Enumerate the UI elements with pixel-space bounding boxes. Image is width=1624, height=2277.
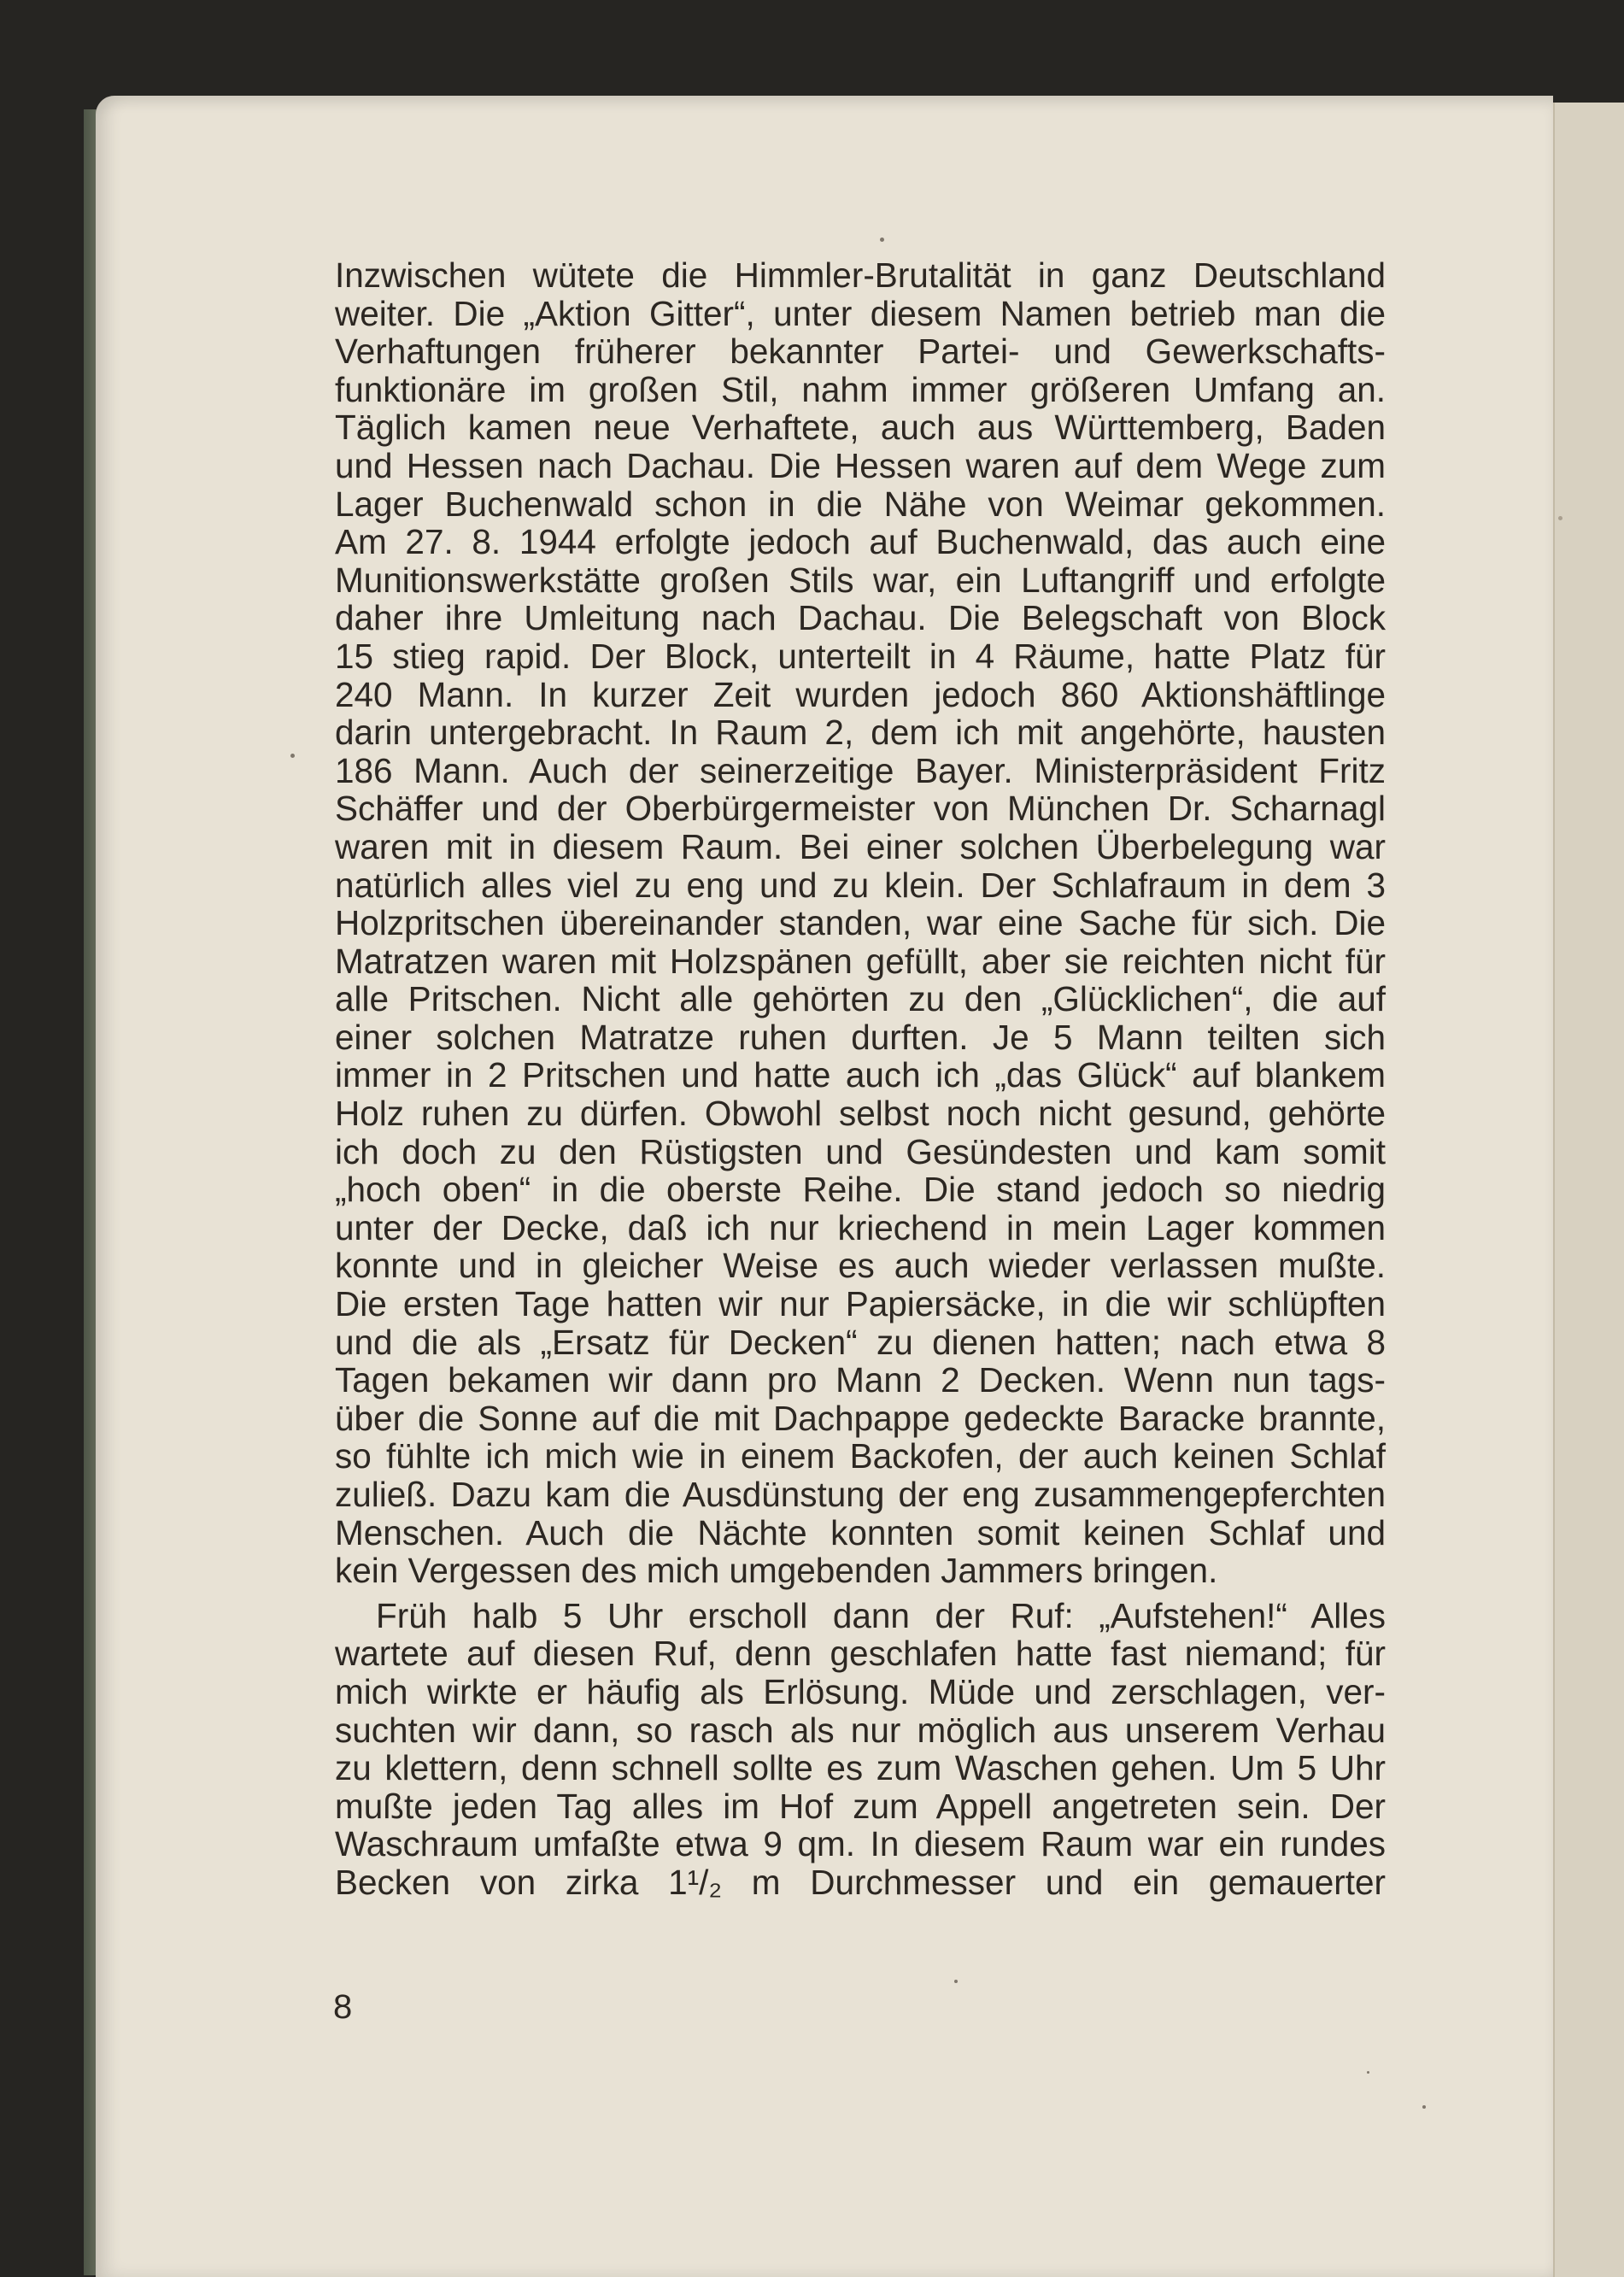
text-line: Früh halb 5 Uhr erscholl dann der Ruf: „Aufstehen!“ Alles <box>376 1595 1386 1635</box>
text-line: daher ihre Umleitung nach Dachau. Die Belegschaft von Block <box>335 598 1386 638</box>
body-text <box>335 256 1386 1902</box>
text-line: unter der Decke, daß ich nur kriechend in mein Lager kommen <box>335 1207 1386 1247</box>
text-line: zuließ. Dazu kam die Ausdünstung der eng zusammengepferchten <box>335 1475 1386 1514</box>
text-line: alle Pritschen. Nicht alle gehörten zu den „Glücklichen“, die auf <box>335 979 1386 1019</box>
text-line: „hoch oben“ in die oberste Reihe. Die stand jedoch so niedrig <box>335 1170 1386 1210</box>
text-line: waren mit in diesem Raum. Bei einer solchen Überbelegung war <box>335 826 1386 866</box>
text-line: immer in 2 Pritschen und hatte auch ich „das Glück“ auf blankem <box>335 1055 1386 1095</box>
text-line: Inzwischen wütete die Himmler-Brutalität in ganz Deutschland <box>335 255 1386 295</box>
paper-speck <box>954 1980 958 1983</box>
text-line: und die als „Ersatz für Decken“ zu dienen hatten; nach etwa 8 <box>335 1322 1386 1362</box>
text-line: Am 27. 8. 1944 erfolgte jedoch auf Buchenwald, das auch eine <box>335 522 1386 562</box>
text-line: über die Sonne auf die mit Dachpappe gedeckte Baracke brannte, <box>335 1398 1386 1438</box>
text-line: weiter. Die „Aktion Gitter“, unter diesem Namen betrieb man die <box>335 293 1386 333</box>
text-line: 186 Mann. Auch der seinerzeitige Bayer. Ministerpräsident Fritz <box>335 750 1386 790</box>
text-line: zu klettern, denn schnell sollte es zum Waschen gehen. Um 5 Uhr <box>335 1748 1386 1788</box>
text-line: Matratzen waren mit Holzspänen gefüllt, aber sie reichten nicht für <box>335 941 1386 981</box>
text-line: Täglich kamen neue Verhaftete, auch aus Württemberg, Baden <box>335 408 1386 448</box>
paper-speck <box>1422 2105 1426 2109</box>
text-line: funktionäre im großen Stil, nahm immer größeren Umfang an. <box>335 369 1386 409</box>
text-line: natürlich alles viel zu eng und zu klein. Der Schlafraum in dem 3 <box>335 865 1386 905</box>
text-line: wartete auf diesen Ruf, denn geschlafen hatte fast niemand; für <box>335 1634 1386 1674</box>
paper-speck <box>1558 516 1562 520</box>
text-line: kein Vergessen des mich umgebenden Jammers bringen. <box>335 1551 1218 1591</box>
text-line: Munitionswerkstätte großen Stils war, ein Luftangriff und erfolgte <box>335 560 1386 600</box>
text-line: suchten wir dann, so rasch als nur möglich aus unserem Verhau <box>335 1710 1386 1750</box>
text-line: konnte und in gleicher Weise es auch wieder verlassen mußte. <box>335 1246 1386 1286</box>
paper-speck <box>290 754 295 758</box>
text-line: Holz ruhen zu dürfen. Obwohl selbst noch nicht gesund, gehörte <box>335 1094 1386 1134</box>
text-line: Holzpritschen übereinander standen, war eine Sache für sich. Die <box>335 903 1386 943</box>
text-line: Lager Buchenwald schon in die Nähe von Weimar gekommen. <box>335 484 1386 524</box>
paper-speck <box>880 238 884 242</box>
text-line: Verhaftungen früherer bekannter Partei- und Gewerkschafts- <box>335 332 1386 372</box>
text-line: 240 Mann. In kurzer Zeit wurden jedoch 860 Aktionshäftlinge <box>335 674 1386 714</box>
text-line: Menschen. Auch die Nächte konnten somit keinen Schlaf und <box>335 1512 1386 1552</box>
facing-page-edge <box>1553 103 1624 2277</box>
text-line: ich doch zu den Rüstigsten und Gesündesten und kam somit <box>335 1131 1386 1171</box>
text-line: mich wirkte er häufig als Erlösung. Müde und zerschlagen, ver- <box>335 1671 1386 1711</box>
text-line: und Hessen nach Dachau. Die Hessen waren auf dem Wege zum <box>335 445 1386 485</box>
paragraph-1 <box>335 256 1386 1590</box>
page-number: 8 <box>333 1988 353 2026</box>
text-line: 15 stieg rapid. Der Block, unterteilt in 4 Räume, hatte Platz für <box>335 636 1386 676</box>
text-line: so fühlte ich mich wie in einem Backofen, der auch keinen Schlaf <box>335 1436 1386 1476</box>
text-line: Schäffer und der Oberbürgermeister von München Dr. Scharnagl <box>335 789 1386 829</box>
paper-speck <box>1367 2071 1369 2074</box>
text-line: einer solchen Matratze ruhen durften. Je 5 Mann teilten sich <box>335 1017 1386 1057</box>
text-line: darin untergebracht. In Raum 2, dem ich mit angehörte, hausten <box>335 713 1386 753</box>
text-line: Waschraum umfaßte etwa 9 qm. In diesem Raum war ein rundes <box>335 1824 1386 1864</box>
text-line: mußte jeden Tag alles im Hof zum Appell angetreten sein. Der <box>335 1786 1386 1826</box>
text-line: Die ersten Tage hatten wir nur Papiersäcke, in die wir schlüpften <box>335 1284 1386 1324</box>
paragraph-2 <box>335 1597 1386 1902</box>
text-line: Tagen bekamen wir dann pro Mann 2 Decken. Wenn nun tags- <box>335 1360 1386 1400</box>
text-line: Becken von zirka 1¹/₂ m Durchmesser und ein gemauerter <box>335 1862 1386 1902</box>
